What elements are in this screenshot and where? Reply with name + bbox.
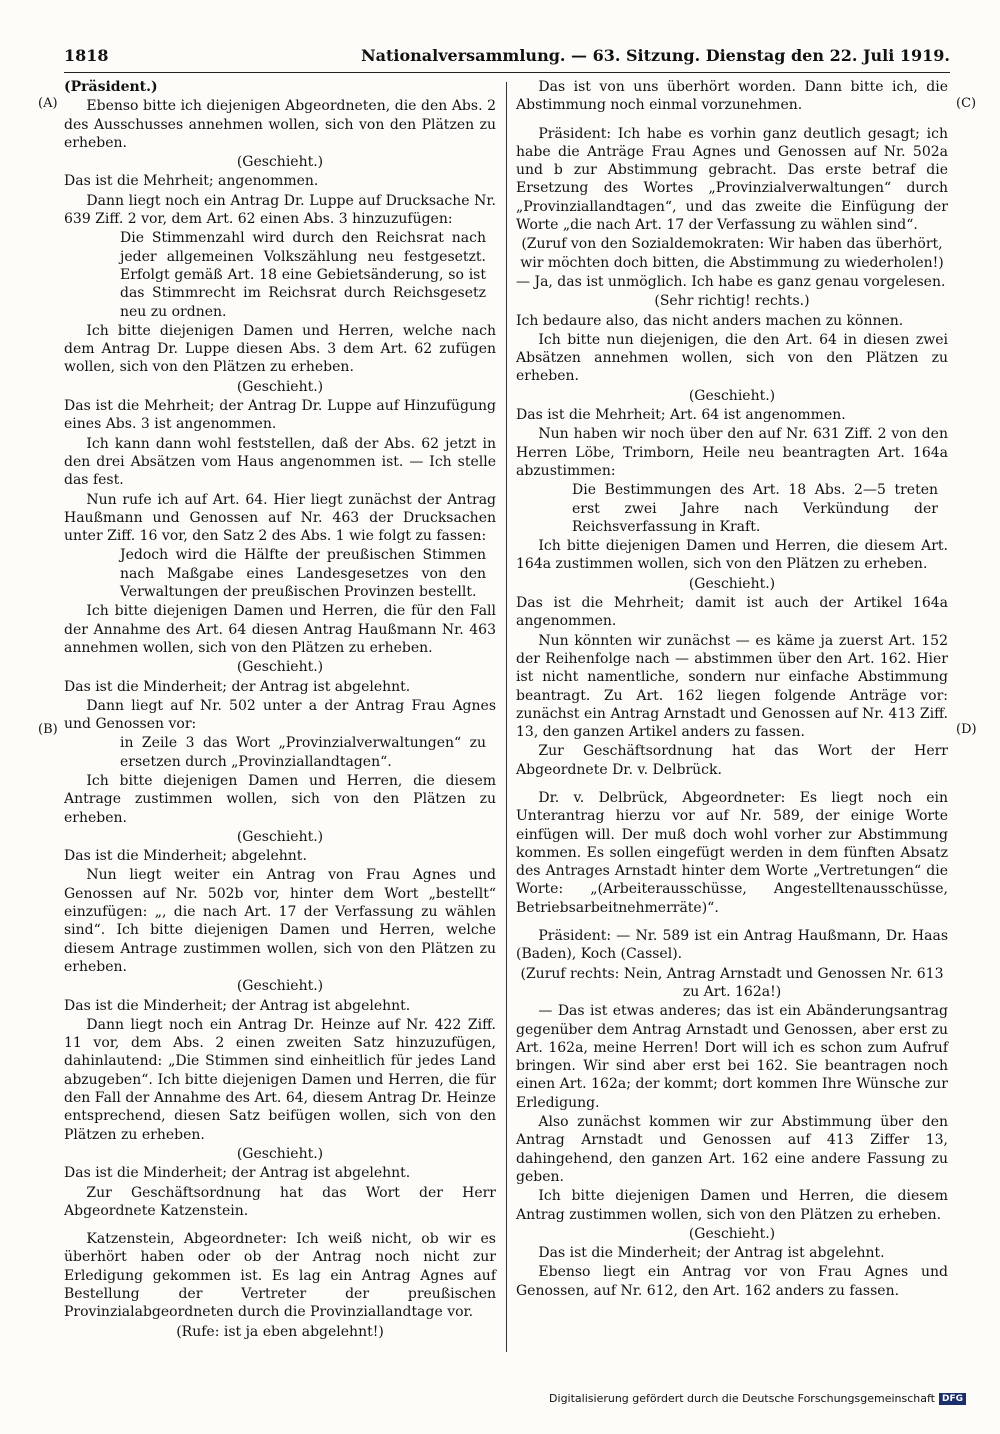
left-column-paragraph: (Geschieht.) bbox=[236, 659, 324, 676]
left-column-paragraph: Dann liegt noch ein Antrag Dr. Heinze auf Nr. 422 Ziff. 11 vor, dem Abs. 2 einen zweiten Satz hinzuzufügen, dahinlautend: „Die Stimmen sind einheitlich für jedes Land abzugeben“. Ich bitte diejenigen Damen und Herren, die für den Fall der Annahme des Art. 64, diesem Antrag Dr. Heinze entsprechend, diesen Satz beifügen wollen, sich von den Plätzen zu erheben. bbox=[64, 1016, 496, 1143]
margin-mark-a: (A) bbox=[38, 96, 58, 111]
margin-mark-b: (B) bbox=[38, 722, 58, 737]
right-column-paragraph: Nun könnten wir zunächst — es käme ja zuerst Art. 152 der Reihenfolge nach — abstimmen über den Art. 162. Hier ist nicht namentliche, sondern nur einfache Abstimmung beantragt. Zu Art. 162 liegen folgende Anträge vor: zunächst ein Antrag Arnstadt und Genossen auf Nr. 413 Ziff. 13, den ganzen Artikel anders zu fassen. bbox=[516, 632, 948, 741]
left-column-paragraph: Das ist die Minderheit; der Antrag ist abgelehnt. bbox=[64, 1165, 411, 1182]
right-column-paragraph: Zur Geschäftsordnung hat das Wort der Herr Abgeordnete Dr. v. Delbrück. bbox=[516, 743, 948, 778]
right-column-paragraph: (Zuruf rechts: Nein, Antrag Arnstadt und Genossen Nr. 613 zu Art. 162a!) bbox=[520, 965, 944, 1000]
left-column-paragraph: (Rufe: ist ja eben abgelehnt!) bbox=[176, 1323, 384, 1340]
right-column-paragraph: Ebenso liegt ein Antrag vor von Frau Agnes und Genossen, auf Nr. 612, den Art. 162 anders zu fassen. bbox=[516, 1264, 948, 1299]
left-column-paragraph: (Geschieht.) bbox=[236, 154, 324, 171]
left-column-paragraph: Ebenso bitte ich diejenigen Abgeordneten, die den Abs. 2 des Ausschusses annehmen wollen, sich von den Plätzen zu erheben. bbox=[64, 98, 496, 151]
funding-footer bbox=[549, 1392, 966, 1405]
right-column-paragraph: Das ist die Minderheit; der Antrag ist abgelehnt. bbox=[538, 1245, 885, 1262]
column-divider bbox=[506, 82, 507, 1352]
left-column-paragraph: Dann liegt auf Nr. 502 unter a der Antrag Frau Agnes und Genossen vor: bbox=[64, 697, 496, 733]
left-column-paragraph: (Geschieht.) bbox=[236, 1145, 324, 1162]
left-column-paragraph: Nun rufe ich auf Art. 64. Hier liegt zunächst der Antrag Haußmann und Genossen auf Nr. 463 der Drucksachen unter Ziff. 16 vor, den Satz 2 des Abs. 1 wie folgt zu fassen: bbox=[64, 491, 496, 545]
dfg-logo: DFG bbox=[939, 1393, 966, 1405]
left-column-paragraph: Nun liegt weiter ein Antrag von Frau Agnes und Genossen auf Nr. 502b vor, hinter dem Wort „bestellt“ einzufügen: „, die nach Art. 17 der Verfassung zu wählen sind“. Ich bitte diejenigen Damen und Herren, welche diesem Antrage zustimmen wollen, sich von den Plätzen zu erheben. bbox=[64, 867, 496, 975]
left-column-paragraph: Das ist die Mehrheit; angenommen. bbox=[64, 173, 319, 190]
page-header bbox=[64, 44, 950, 73]
left-column-paragraph: Die Stimmenzahl wird durch den Reichsrat nach jeder allgemeinen Volkszählung neu festgesetzt. Erfolgt gemäß Art. 18 eine Gebietsänderung, so ist das Stimmrecht im Reichsrat durch Reichsgesetz neu zu ordnen. bbox=[120, 230, 486, 320]
right-column-paragraph: Ich bitte diejenigen Damen und Herren, die diesem Antrag zustimmen wollen, sich von den Plätzen zu erheben. bbox=[516, 1188, 948, 1223]
right-column-paragraph: — Das ist etwas anderes; das ist ein Abänderungsantrag gegenüber dem Antrag Arnstadt und Genossen, aber erst zu Art. 162a, meine Herren! Dort will ich es schon zum Aufruf bringen. Wir sind aber erst bei 162. Sie beantragen noch einen Art. 162a; der kommt; dort kommen Ihre Wünsche zur Erledigung. bbox=[516, 1003, 948, 1111]
right-column-paragraph: (Geschieht.) bbox=[688, 575, 776, 592]
left-column-paragraph: (Geschieht.) bbox=[236, 828, 324, 845]
right-column-paragraph: Präsident: — Nr. 589 ist ein Antrag Haußmann, Dr. Haas (Baden), Koch (Cassel). bbox=[516, 928, 948, 963]
left-column-paragraph: Jedoch wird die Hälfte der preußischen Stimmen nach Maßgabe eines Landesgesetzes von den Verwaltungen der preußischen Provinzen bestellt. bbox=[120, 547, 486, 601]
left-column-paragraph: Dann liegt noch ein Antrag Dr. Luppe auf Drucksache Nr. 639 Ziff. 2 vor, dem Art. 62 einen Abs. 3 hinzuzufügen: bbox=[64, 192, 496, 228]
left-column-paragraph: (Geschieht.) bbox=[236, 378, 324, 395]
left-column-paragraph: Ich bitte diejenigen Damen und Herren, welche nach dem Antrag Dr. Luppe diesen Abs. 3 dem Art. 62 zufügen wollen, sich von den Plätzen zu erheben. bbox=[64, 322, 496, 376]
right-column-paragraph: — Ja, das ist unmöglich. Ich habe es ganz genau vorgelesen. bbox=[516, 273, 946, 290]
page-number: 1818 bbox=[64, 46, 109, 65]
right-column-paragraph: Also zunächst kommen wir zur Abstimmung über den Antrag Arnstadt und Genossen auf 413 Ziffer 13, dahingehend, den ganzen Art. 162 eine andere Fassung zu geben. bbox=[516, 1114, 948, 1185]
left-column-paragraph: (Präsident.) bbox=[64, 79, 158, 95]
left-column-paragraph: Ich bitte diejenigen Damen und Herren, die diesem Antrage zustimmen wollen, sich von den Plätzen zu erheben. bbox=[64, 772, 496, 826]
right-column-paragraph: Ich bedaure also, das nicht anders machen zu können. bbox=[516, 312, 904, 329]
right-column-paragraph: Ich bitte nun diejenigen, die den Art. 64 in diesen zwei Absätzen annehmen wollen, sich von den Plätzen zu erheben. bbox=[516, 331, 948, 385]
right-column-paragraph: (Sehr richtig! rechts.) bbox=[654, 293, 810, 310]
right-column-paragraph: Das ist die Mehrheit; Art. 64 ist angenommen. bbox=[516, 407, 846, 424]
left-column-paragraph: Das ist die Mehrheit; der Antrag Dr. Luppe auf Hinzufügung eines Abs. 3 ist angenommen. bbox=[64, 398, 496, 433]
margin-mark-c: (C) bbox=[956, 96, 977, 111]
right-column bbox=[516, 78, 948, 1301]
left-column-paragraph: Das ist die Minderheit; der Antrag ist abgelehnt. bbox=[64, 678, 411, 695]
left-column bbox=[64, 78, 496, 1342]
right-column-paragraph: Ich bitte diejenigen Damen und Herren, die diesem Art. 164a zustimmen wollen, sich von den Plätzen zu erheben. bbox=[516, 538, 948, 573]
right-column-paragraph: Das ist die Mehrheit; damit ist auch der Artikel 164a angenommen. bbox=[516, 595, 948, 630]
left-column-paragraph: Das ist die Minderheit; der Antrag ist abgelehnt. bbox=[64, 997, 411, 1014]
running-title: Nationalversammlung. — 63. Sitzung. Dienstag den 22. Juli 1919. bbox=[361, 46, 950, 65]
margin-mark-d: (D) bbox=[956, 722, 977, 737]
left-column-paragraph: Zur Geschäftsordnung hat das Wort der Herr Abgeordnete Katzenstein. bbox=[64, 1184, 496, 1219]
right-column-paragraph: Dr. v. Delbrück, Abgeordneter: Es liegt noch ein Unterantrag hierzu vor auf Nr. 589, der einige Worte einfügen will. Der muß doch wohl vorher zur Abstimmung kommen. Es sollen eingefügt werden in dem fünften Absatz des Antrages Arnstadt hinter dem Worte „Vertretungen“ die Worte: „(Arbeiterausschüsse, Angestelltenausschüsse, Betriebsarbeitnehmerräte)“. bbox=[516, 789, 948, 916]
left-column-paragraph: (Geschieht.) bbox=[236, 978, 324, 995]
right-column-paragraph: (Geschieht.) bbox=[688, 1225, 776, 1242]
right-column-paragraph: Die Bestimmungen des Art. 18 Abs. 2—5 treten erst zwei Jahre nach Verkündung der Reichsverfassung in Kraft. bbox=[572, 482, 938, 535]
left-column-paragraph: Ich bitte diejenigen Damen und Herren, die für den Fall der Annahme des Art. 64 diesen Antrag Haußmann Nr. 463 annehmen wollen, sich von den Plätzen zu erheben. bbox=[64, 603, 496, 656]
left-column-paragraph: Ich kann dann wohl feststellen, daß der Abs. 62 jetzt in den drei Absätzen vom Haus angenommen ist. — Ich stelle das fest. bbox=[64, 435, 496, 489]
right-column-paragraph: (Zuruf von den Sozialdemokraten: Wir haben das überhört, wir möchten doch bitten, die Abstimmung zu wiederholen!) bbox=[520, 236, 944, 271]
right-column-paragraph: (Geschieht.) bbox=[688, 387, 776, 404]
left-column-paragraph: Katzenstein, Abgeordneter: Ich weiß nicht, ob wir es überhört haben oder ob der Antrag noch nicht zur Erledigung gekommen ist. Es lag ein Antrag Agnes auf Bestellung der Vertreter der preußischen Provinzialabgeordneten durch die Provinziallandtage vor. bbox=[64, 1231, 496, 1321]
left-column-paragraph: Das ist die Minderheit; abgelehnt. bbox=[64, 848, 307, 865]
right-column-paragraph: Nun haben wir noch über den auf Nr. 631 Ziff. 2 von den Herren Löbe, Trimborn, Heile neu beantragten Art. 164a abzustimmen: bbox=[516, 426, 948, 479]
right-column-paragraph: Das ist von uns überhört worden. Dann bitte ich, die Abstimmung noch einmal vorzunehmen. bbox=[516, 79, 948, 114]
right-column-paragraph: Präsident: Ich habe es vorhin ganz deutlich gesagt; ich habe die Anträge Frau Agnes und Genossen auf Nr. 502a und b zur Abstimmung gebracht. Das erste betraf die Ersetzung des Wortes „Provinzialverwaltungen“ durch „Provinziallandtagen“, und das zweite die Einfügung der Worte „die nach Art. 17 der Verfassung zu wählen sind“. bbox=[516, 125, 948, 234]
footer-text: Digitalisierung gefördert durch die Deutsche Forschungsgemeinschaft bbox=[549, 1392, 935, 1405]
left-column-paragraph: in Zeile 3 das Wort „Provinzialverwaltungen“ zu ersetzen durch „Provinziallandtagen“. bbox=[120, 735, 486, 770]
